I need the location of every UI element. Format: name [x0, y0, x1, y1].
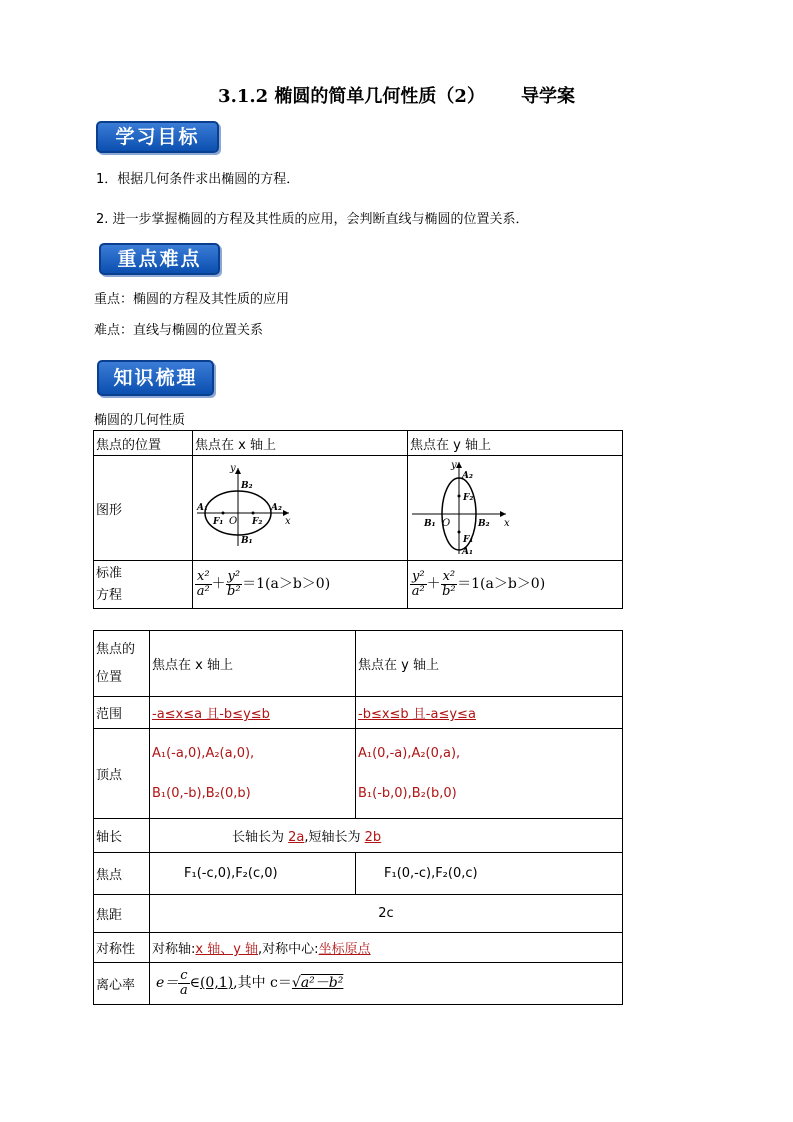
fig-y-y-label: y	[451, 460, 457, 471]
fig-y-f1: F₁	[463, 535, 474, 545]
fig-y-o-label: O	[442, 518, 451, 529]
eq-y-frac1: $\frac{\text{y²}}{\text{a²}}$	[411, 569, 425, 599]
ellipse-y-figure	[410, 456, 620, 556]
t2-symmetry-value: 对称轴:x 轴、y 轴,对称中心:坐标原点	[150, 933, 623, 963]
details-table	[93, 630, 623, 1005]
difficult-point: 难点：直线与椭圆的位置关系	[94, 323, 264, 338]
goal-1: 1．根据几何条件求出椭圆的方程．	[96, 172, 300, 187]
t2-range-y: -b≤x≤b 且-a≤y≤a	[356, 697, 623, 729]
t2-axis-value: 长轴长为 2a,短轴长为 2b	[150, 819, 623, 853]
t2-header-label: 焦点的 位置	[94, 631, 150, 697]
eq-y-frac2: $\frac{\text{x²}}{\text{b²}}$	[442, 569, 456, 599]
t1-eq-label: 标准 方程	[94, 561, 193, 609]
banner-knowledge: 知识梳理	[97, 360, 214, 396]
t2-symmetry-label: 对称性	[94, 933, 150, 963]
t2-header-x: 焦点在 x 轴上	[150, 631, 356, 697]
t1-header-x: 焦点在 x 轴上	[193, 431, 408, 456]
t1-figure-label: 图形	[94, 456, 193, 561]
t2-focal-label: 焦距	[94, 895, 150, 933]
t2-vertex-label: 顶点	[94, 729, 150, 819]
t1-header-y: 焦点在 y 轴上	[408, 431, 623, 456]
t2-focus-label: 焦点	[94, 853, 150, 895]
banner-key: 重点难点	[99, 243, 220, 275]
fig-x-x-label: x	[285, 516, 291, 527]
t1-header-pos: 焦点的位置	[94, 431, 193, 456]
t2-header-y: 焦点在 y 轴上	[356, 631, 623, 697]
fig-x-o-label: O	[229, 516, 238, 527]
properties-table	[93, 430, 623, 609]
fig-x-f1: F₁	[213, 517, 224, 527]
banner-goals: 学习目标	[96, 121, 219, 153]
t2-vertex-x: A₁(-a,0),A₂(a,0), B₁(0,-b),B₂(0,b)	[150, 729, 356, 819]
eq-x-frac2: $\frac{\text{y²}}{\text{b²}}$	[227, 569, 241, 599]
t2-focus-x: F₁(-c,0),F₂(c,0)	[150, 853, 356, 895]
t2-ecc-value: e＝ $\frac{c}{a}$ ∈(0,1),其中 c＝√a²－b²	[150, 963, 623, 1005]
goal-2: 2. 进一步掌握椭圆的方程及其性质的应用，会判断直线与椭圆的位置关系．	[96, 212, 529, 227]
t1-figure-y	[408, 456, 623, 561]
fig-x-b1: B₁	[241, 536, 253, 546]
t2-range-x: -a≤x≤a 且-b≤y≤b	[150, 697, 356, 729]
fig-y-x-label: x	[504, 518, 510, 529]
t1-eq-y: $\frac{\text{y²}}{\text{a²}}$ ＋ $\frac{\text{x²}}{\text{b²}}$ ＝1(a＞b＞0)	[408, 561, 623, 609]
eq-x-frac1: $\frac{\text{x²}}{\text{a²}}$	[196, 569, 210, 599]
t2-vertex-y: A₁(0,-a),A₂(0,a), B₁(-b,0),B₂(b,0)	[356, 729, 623, 819]
key-point: 重点：椭圆的方程及其性质的应用	[94, 292, 290, 307]
fig-x-y-label: y	[230, 463, 236, 474]
t2-focus-y: F₁(0,-c),F₂(0,c)	[356, 853, 623, 895]
fig-x-f2: F₂	[252, 517, 263, 527]
fig-x-b2: B₂	[241, 481, 253, 491]
fig-y-b2: B₂	[478, 519, 490, 529]
t2-focal-value: 2c	[150, 895, 623, 933]
ellipse-x-figure	[195, 456, 405, 556]
table1-caption: 椭圆的几何性质	[94, 413, 186, 428]
fig-y-b1: B₁	[424, 519, 436, 529]
t2-ecc-label: 离心率	[94, 963, 150, 1005]
fig-x-a2: A₂	[271, 503, 282, 513]
page-title: 3.1.2 椭圆的简单几何性质（2） 导学案	[218, 86, 575, 107]
fig-y-f2: F₂	[463, 493, 474, 503]
t1-figure-x	[193, 456, 408, 561]
t1-eq-x: $\frac{\text{x²}}{\text{a²}}$ ＋ $\frac{\text{y²}}{\text{b²}}$ ＝1(a＞b＞0)	[193, 561, 408, 609]
fig-y-a1: A₁	[462, 547, 473, 556]
t2-axis-label: 轴长	[94, 819, 150, 853]
t2-range-label: 范围	[94, 697, 150, 729]
fig-x-a1: A₁	[197, 503, 208, 513]
fig-y-a2: A₂	[462, 471, 473, 481]
